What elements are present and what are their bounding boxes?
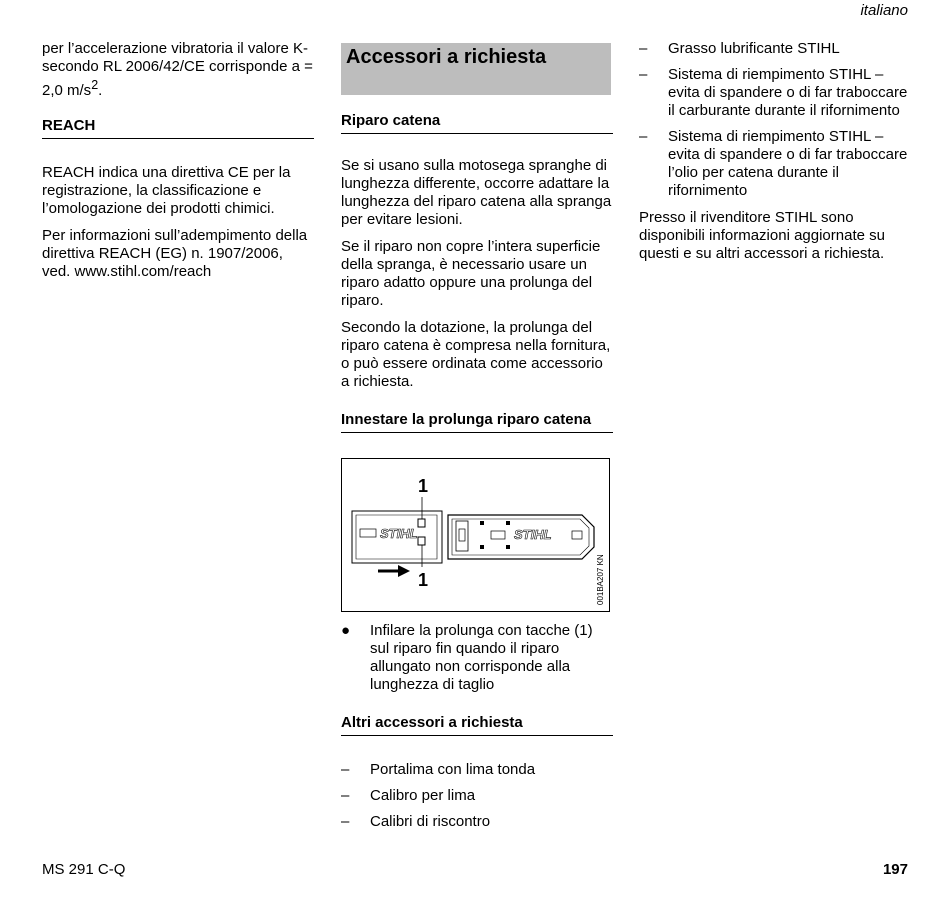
extension-heading: Innestare la prolunga riparo catena [341, 411, 613, 433]
list-item [341, 813, 613, 831]
column-left [42, 40, 314, 290]
chain-guard-heading: Riparo catena [341, 112, 613, 134]
list-item [341, 761, 613, 779]
chain-guard-paragraph-3: Secondo la dotazione, la prolunga del riparo catena è compresa nella fornitura, o può essere ordinata come accessorio a richiesta. [341, 319, 611, 390]
dash-icon: – [639, 128, 648, 145]
dash-icon: – [639, 66, 648, 83]
dash-icon: – [639, 40, 648, 57]
bullet-icon: ● [341, 622, 351, 639]
list-item [639, 40, 914, 58]
brand-left: STIHL [380, 526, 418, 541]
vibration-superscript: 2 [91, 78, 99, 92]
dealer-note: Presso il rivenditore STIHL sono disponibili informazioni aggiornate su questi e su altri accessori a richiesta. [639, 209, 885, 262]
other-accessories-list [341, 761, 613, 831]
dash-icon: – [341, 761, 350, 778]
list-item [639, 128, 914, 200]
page-number: 197 [882, 861, 908, 878]
chain-guard-illustration [342, 459, 608, 610]
list-item [341, 787, 613, 805]
chain-guard-figure [341, 458, 610, 612]
dash-icon: – [341, 813, 350, 830]
footer-model: MS 291 C-Q [42, 861, 126, 878]
language-label: italiano [860, 2, 908, 19]
vibration-paragraph [42, 40, 314, 100]
figure-code: 001BA207 KN [596, 554, 605, 605]
list-item-text: Sistema di riempimento STIHL – evita di spandere o di far traboccare l’olio per catena durante il rifornimento [668, 128, 908, 199]
section-banner: Accessori a richiesta [341, 43, 611, 95]
list-item-text: Grasso lubrificante STIHL [668, 40, 840, 57]
other-accessories-heading: Altri accessori a richiesta [341, 714, 613, 736]
column-right [639, 40, 914, 272]
list-item-text: Calibri di riscontro [370, 813, 491, 830]
callout-1-bottom: 1 [418, 570, 429, 590]
arrow-icon [398, 565, 410, 577]
list-item-text: Calibro per lima [370, 787, 476, 804]
vibration-end: . [98, 82, 103, 99]
list-item-text: Sistema di riempimento STIHL – evita di spandere o di far traboccare il carburante durante il rifornimento [668, 66, 908, 119]
chain-guard-paragraph-1: Se si usano sulla motosega spranghe di lunghezza differente, occorre adattare la lunghezza del riparo catena alla spranga per evitare lesioni. [341, 157, 612, 228]
list-item [639, 66, 914, 120]
callout-1-top: 1 [418, 476, 429, 496]
reach-paragraph-2: Per informazioni sull’adempimento della direttiva REACH (EG) n. 1907/2006, ved. www.stihl.com/reach [42, 227, 308, 280]
vibration-text: per l’accelerazione vibratoria il valore K-secondo RL 2006/42/CE corrisponde a = 2,0 m/s [42, 40, 313, 99]
instruction-item [341, 622, 613, 694]
reach-paragraph-1: REACH indica una direttiva CE per la registrazione, la classificazione e l’omologazione dei prodotti chimici. [42, 164, 291, 217]
chain-guard-paragraph-2: Se il riparo non copre l’intera superficie della spranga, è necessario usare un riparo adatto oppure una prolunga del riparo. [341, 238, 601, 309]
list-item-text: Portalima con lima tonda [370, 761, 536, 778]
brand-right: STIHL [514, 527, 552, 542]
reach-heading: REACH [42, 117, 314, 139]
instruction-text: Infilare la prolunga con tacche (1) sul riparo fin quando il riparo allungato non corrisponde alla lunghezza di taglio [370, 622, 593, 693]
column-middle [341, 43, 613, 839]
dash-icon: – [341, 787, 350, 804]
